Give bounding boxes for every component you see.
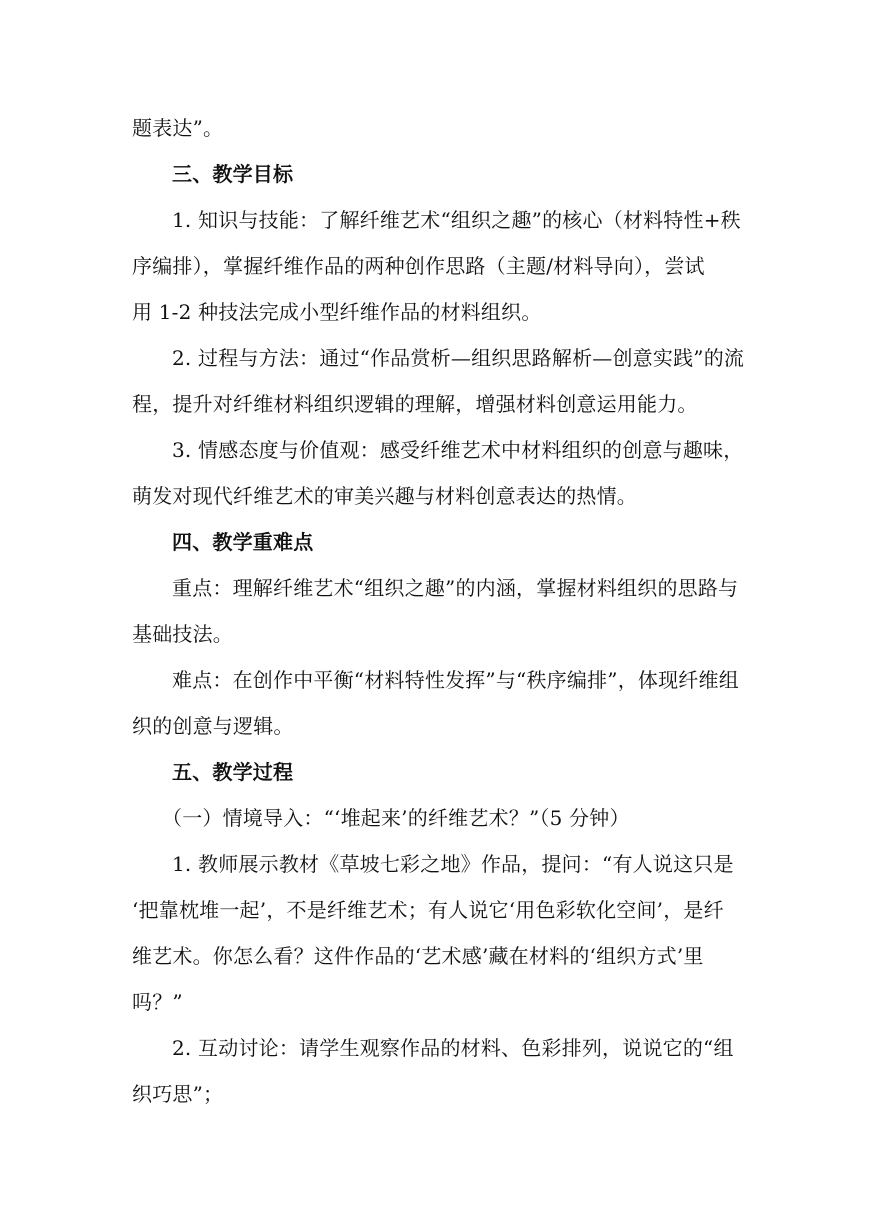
text-line: 程，提升对纤维材料组织逻辑的理解，增强材料创意运用能力。	[132, 392, 698, 416]
text-line: 织的创意与逻辑。	[132, 714, 294, 738]
text-line: 2. 互动讨论：请学生观察作品的材料、色彩排列，说说它的“组	[172, 1036, 734, 1060]
text-line: 萌发对现代纤维艺术的审美兴趣与材料创意表达的热情。	[132, 484, 637, 508]
text-line: 2. 过程与方法：通过“作品赏析—组织思路解析—创意实践”的流	[172, 346, 745, 370]
section-heading: 四、教学重难点	[172, 530, 314, 554]
text-line: 吗？”	[132, 990, 183, 1014]
section-heading: 三、教学目标	[172, 162, 294, 186]
text-line: 基础技法。	[132, 622, 233, 646]
subsection-heading: （一）情境导入：“‘堆起来’的纤维艺术？”（5 分钟）	[162, 806, 630, 830]
text-line: 维艺术。你怎么看？这件作品的‘艺术感’藏在材料的‘组织方式’里	[132, 944, 704, 968]
text-line: 用 1-2 种技法完成小型纤维作品的材料组织。	[132, 300, 542, 324]
text-line: 题表达”。	[132, 116, 224, 140]
section-heading: 五、教学过程	[172, 760, 294, 784]
text-line: 难点：在创作中平衡“材料特性发挥”与“秩序编排”，体现纤维组	[172, 668, 739, 692]
text-line: 织巧思”；	[132, 1082, 224, 1106]
text-line: 1. 教师展示教材《草坡七彩之地》作品，提问：“有人说这只是	[172, 852, 734, 876]
text-line: 重点：理解纤维艺术“组织之趣”的内涵，掌握材料组织的思路与	[172, 576, 739, 600]
text-line: ‘把靠枕堆一起’，不是纤维艺术；有人说它‘用色彩软化空间’，是纤	[132, 898, 724, 922]
text-line: 1. 知识与技能：了解纤维艺术“组织之趣”的核心（材料特性+秩	[172, 208, 741, 232]
text-line: 3. 情感态度与价值观：感受纤维艺术中材料组织的创意与趣味，	[172, 438, 744, 462]
text-line: 序编排），掌握纤维作品的两种创作思路（主题/材料导向），尝试	[132, 254, 705, 278]
